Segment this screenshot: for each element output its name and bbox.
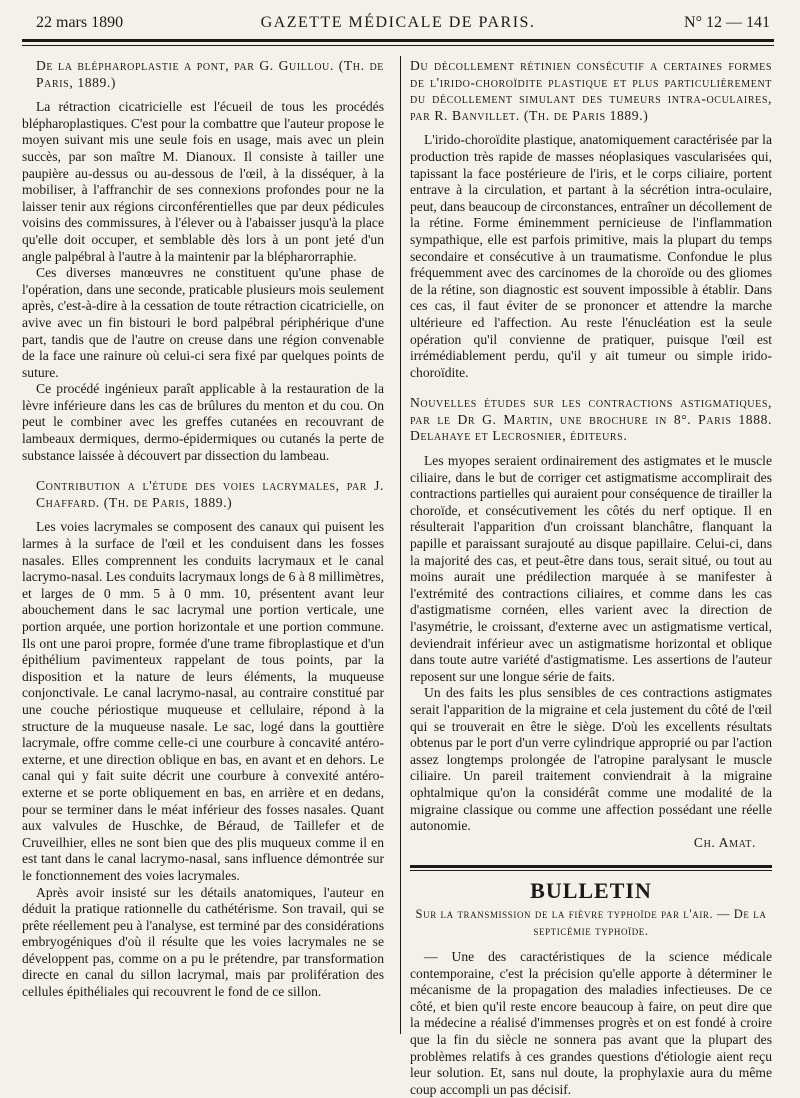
bulletin-paragraph: — Une des caractéristiques de la science médicale contemporaine, c'est la précision qu'elle apporte à déterminer le mécanisme de la propagation des maladies infectieuses. De ce côté, et bien qu'il reste encore beaucoup à faire, on peut dire que la médecine a réalisé d'immenses progrès et on est fondé à croire que la fin du siècle ne sonnera pas avant que la plupart des problèmes relatifs à ces grandes questions d'étiologie aient reçu leur solution. Et, sans nul doute, la prophylaxie aura du même coup accompli un pas décisif. [410,949,772,1097]
page-header [22,12,774,36]
bulletin-rule-thick [410,865,772,868]
article-signature: Ch. Amat. [693,834,756,850]
article-paragraph: Les myopes seraient ordinairement des astigmates et le muscle ciliaire, dans le but de corriger cet astigmatisme accomplirait des contractions partielles qui auraient pour conséquence de tirailler la choroïde, et consécutivement les côtés du nerf optique. Il en résulterait l'apparition d'un croissant blanchâtre, flanquant la papille et paraissant surajouté au disque papillaire. Celui-ci, dans la majorité des cas, et peut-être dans tous, serait situé, ou tout au moins aurait une prédilection marquée à se manifester à l'extrémité des contractions ciliaires, et comme dans les cas d'astigmatisme cornéen, elles varient avec la direction de l'asymétrie, le croissant, d'externe avec un astigmatisme vertical, deviendrait inférieur avec un astigmatisme horizontal et oblique dans toute autre variété d'astigmatisme. Les assertions de l'auteur reposent sur une longue série de faits. [410,453,772,684]
issue-date: 22 mars 1890 [36,14,124,31]
article-paragraph: La rétraction cicatricielle est l'écueil de tous les procédés blépharoplastiques. C'est pour la combattre que l'auteur propose le moyen suivant mis une seule fois en usage, mais avec un plein succès, par son maître M. Dianoux. Il consiste à tailler une paupière au-dessus ou au-dessous de l'œil, à la disséquer, à la mobiliser, à l'affranchir de ses connexions profondes pour ne la laisser tenir aux régions circonférentielles que par deux pédicules voisins des commissures, à l'élever ou à l'abaisser jusqu'à la place qu'elle doit occuper, et semblable dès lors à un pont jeté d'un angle palpébral à l'autre à la maintenir par la blépharorraphie. [22,99,384,264]
journal-title: GAZETTE MÉDICALE DE PARIS. [260,14,536,31]
article-title-contractions-astigmatiques: Nouvelles études sur les contractions astigmatiques, par le Dr G. Martin, une brochure in 8°. Paris 1888. Delahaye et Lecrosnier, éditeurs. [410,395,772,444]
header-rule-thin [22,45,774,46]
bulletin-heading: BULLETIN [530,878,652,904]
left-column [22,58,384,1001]
bulletin-rule-thin [410,870,772,871]
article-paragraph: Ce procédé ingénieux paraît applicable à la restauration de la lèvre inférieure dans les cas de brûlures du menton et du cou. On peut le combiner avec les greffes cutanées en recouvrant de lambeaux dermiques, dermo-épidermiques ou cutanés la perte de substance laissée à découvert par dissection du lambeau. [22,381,384,463]
column-separator [400,56,401,1034]
bulletin-subtitle: Sur la transmission de la fièvre typhoïde par l'air. — De la septicémie typhoïde. [415,906,767,938]
article-paragraph: Après avoir insisté sur les détails anatomiques, l'auteur en déduit la pratique rationnelle du cathétérisme. Son travail, qui se prête réellement peu à l'analyse, est terminé par des considérations embryogéniques d'où il résulte que les voies lacrymales ne se développent pas, comme on a pu le prétendre, par transformation directe en canal du sillon lacrymal, mais par prolifération des cellules épithéliales qui recouvrent le fond de ce sillon. [22,884,384,1000]
article-paragraph: Un des faits les plus sensibles de ces contractions astigmates serait l'apparition de la migraine et cela justement du côté de l'œil qui se trouverait en être le siège. D'où les excellents résultats obtenus par le port d'un verre cylindrique approprié ou par l'action assez longtemps prolongée de l'atropine paralysant le muscle ciliaire. Un pareil traitement conviendrait à la migraine ophtalmique qu'on la considérât comme une modalité de la migraine classique ou comme une affection possédant une réelle autonomie. [410,685,772,834]
right-column [410,58,772,1098]
article-title-voies-lacrymales: Contribution a l'étude des voies lacrymales, par J. Chaffard. (Th. de Paris, 1889.) [36,478,384,510]
article-paragraph: Les voies lacrymales se composent des canaux qui puisent les larmes à la surface de l'œil et les conduisent dans les fosses nasales. Elles comprennent les conduits lacrymaux et le canal lacrymo-nasal. Les conduits lacrymaux longs de 6 à 8 millimètres, et larges de 0 mm. 5 à 0 mm. 10, présentent avant leur abouchement dans le sac lacrymal une portion verticale, une portion arquée, une portion horizontale et une portion commune. Ils ont une paroi propre, formée d'une trame fibroplastique et d'un épithélium pavimenteux rappelant de tous points, par la disposition et la nature de leurs éléments, la muqueuse conjonctivale. Le canal lacrymo-nasal, au contraire constitué par une couche périostique muqueuse et cellulaire, répond à la structure de la muqueuse nasale. Le sac, logé dans la gouttière lacrymale, offre comme celle-ci une courbure à concavité antéro-externe, et une direction oblique en bas, en avant et en dehors. Le canal qui y fait suite décrit une courbure à convexité antéro-externe et se porte obliquement en bas, en arrière et en dedans, pour se terminer dans le méat inférieur des fosses nasales. Quant aux valvules de Huschke, de Béraud, de Taillefer et de Cruveilhier, elles ne sont bien que des plis muqueux comme il en est tant dans le canal lacrymo-nasal, sans influence démontrée sur le fonctionnement des voies lacrymales. [22,519,384,883]
article-paragraph: L'irido-choroïdite plastique, anatomiquement caractérisée par la production très rapide de masses néoplasiques vascularisées qui, tapissant la face postérieure de l'iris, et le corps ciliaire, portent entrave à la circulation, et partant à la sécrétion intra-oculaire, peut, dans beaucoup de circonstances, entraîner un décollement de la rétine. Forme éminemment pernicieuse de l'inflammation sympathique, elle est parfois primitive, mais la plupart du temps secondaire et consécutive à un traumatisme. Confondue le plus fréquemment avec des carcinomes de la choroïde ou des gliomes de la rétine, son diagnostic est souvent impossible à établir. Dans ces cas, il faut éviter de se prononcer et attendre la marche ultérieure ed l'affection. Au reste l'énucléation est la seule opération qu'il convienne de pratiquer, puisque l'œil est irrémédiablement perdu, qu'il y ait tumeur ou simple irido-choroïdite. [410,132,772,380]
article-title-blepharoplastie: De la blépharoplastie a pont, par G. Guillou. (Th. de Paris, 1889.) [36,58,384,90]
article-title-decollement-retinien: Du décollement rétinien consécutif a certaines formes de l'irido-choroïdite plastique et plus particulièrement du décollement simulant des tumeurs intra-oculaires, par R. Banvillet. (Th. de Paris 1889.) [410,58,772,123]
issue-page-number: N° 12 — 141 [684,14,770,31]
header-rule-thick [22,39,774,42]
article-paragraph: Ces diverses manœuvres ne constituent qu'une phase de l'opération, dans une seconde, praticable plusieurs mois seulement après, c'est-à-dire à la cessation de toute rétraction cicatricielle, on avive avec un fin bistouri le bord palpébral périphérique d'une part, tandis que de l'autre on creuse dans une région convenable de la face une rainure où celui-ci sera fixé par quelques points de suture. [22,265,384,380]
